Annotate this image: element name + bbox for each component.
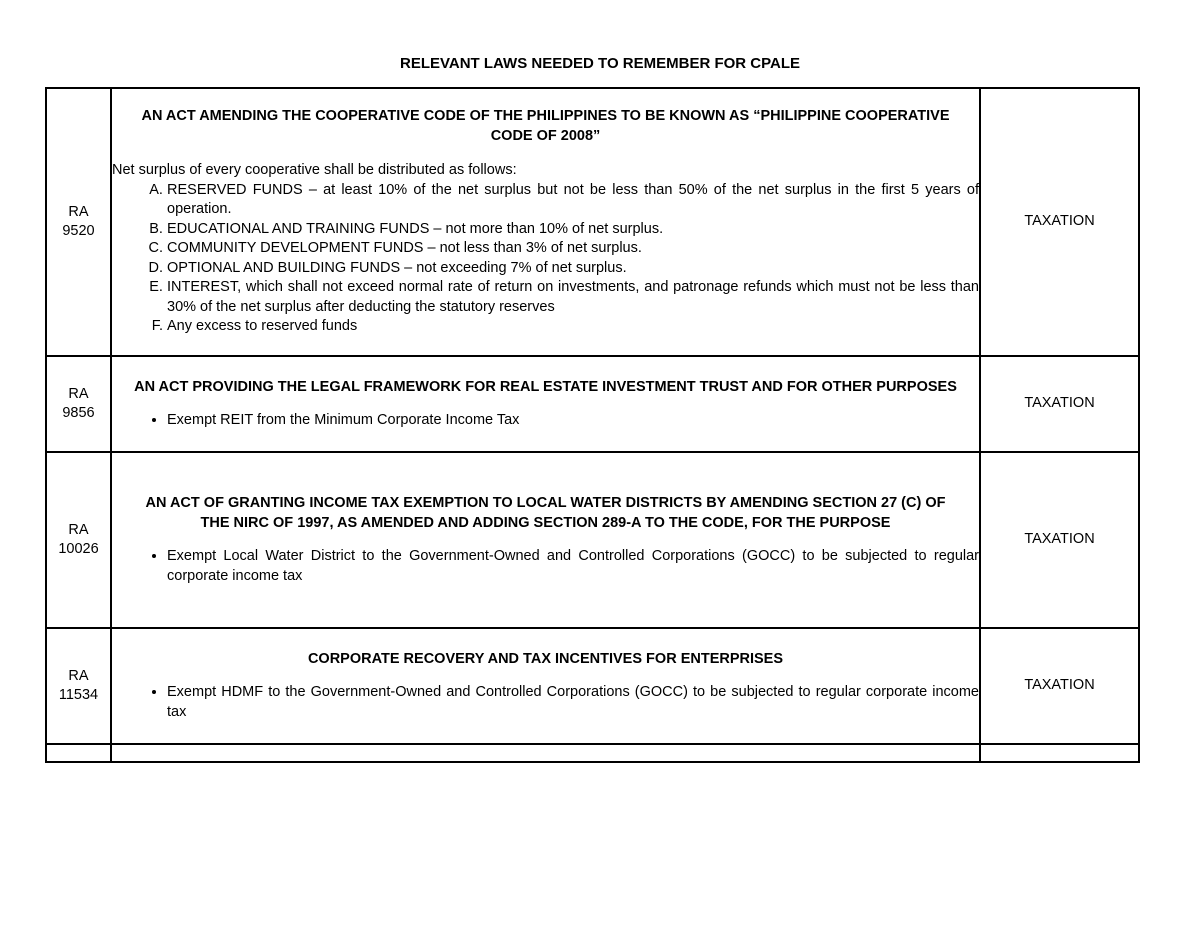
- act-title: AN ACT AMENDING THE COOPERATIVE CODE OF THE PHILIPPINES TO BE KNOWN AS “PHILIPPINE COOPERATIVE CODE OF 2008”: [141, 108, 950, 144]
- list-item: • Exempt REIT from the Minimum Corporate Income Tax: [167, 411, 979, 431]
- list-item: F. Any excess to reserved funds: [167, 317, 979, 337]
- list-item: A. RESERVED FUNDS – at least 10% of the net surplus but not be less than 50% of the net surplus in the first 5 years of operation.: [167, 181, 979, 220]
- list-item: E. INTEREST, which shall not exceed normal rate of return on investments, and patronage refunds which must not be less than 30% of the net surplus after deducting the statutory reserves: [167, 278, 979, 317]
- act-intro: Net surplus of every cooperative shall be distributed as follows:: [112, 162, 517, 179]
- act-title: AN ACT PROVIDING THE LEGAL FRAMEWORK FOR REAL ESTATE INVESTMENT TRUST AND FOR OTHER PURPOSES: [134, 378, 957, 395]
- ra-prefix: RA: [68, 521, 89, 538]
- table-row: [46, 452, 1139, 628]
- category-cell: TAXATION: [980, 452, 1139, 628]
- table-row: [46, 356, 1139, 452]
- bullet-list: [112, 683, 979, 722]
- laws-table: [45, 87, 1140, 763]
- table-row: [46, 628, 1139, 744]
- fund-list: [112, 181, 979, 337]
- ra-cell: [46, 88, 111, 356]
- bullet-list: [112, 411, 979, 431]
- document-title: RELEVANT LAWS NEEDED TO REMEMBER FOR CPALE: [399, 55, 801, 72]
- ra-cell: [46, 452, 111, 628]
- act-content-cell: [111, 88, 980, 356]
- ra-number: 9520: [62, 223, 95, 239]
- act-content-cell: [111, 356, 980, 452]
- ra-prefix: RA: [68, 203, 89, 220]
- ra-cell: [46, 356, 111, 452]
- ra-number: 11534: [58, 687, 99, 703]
- list-item: C. COMMUNITY DEVELOPMENT FUNDS – not less than 3% of net surplus.: [167, 239, 979, 259]
- table-row: [46, 88, 1139, 356]
- ra-cell: [46, 628, 111, 744]
- ra-number: 9856: [62, 405, 95, 421]
- ra-prefix: RA: [68, 667, 89, 684]
- ra-number: 10026: [58, 541, 99, 557]
- empty-table-row: [46, 744, 1139, 762]
- empty-cell: [980, 744, 1139, 762]
- list-item: B. EDUCATIONAL AND TRAINING FUNDS – not more than 10% of net surplus.: [167, 220, 979, 240]
- ra-prefix: RA: [68, 385, 89, 402]
- act-title: AN ACT OF GRANTING INCOME TAX EXEMPTION TO LOCAL WATER DISTRICTS BY AMENDING SECTION 27 (C) OF THE NIRC OF 1997, AS AMENDED AND ADDING SECTION 289-A TO THE CODE, FOR THE PURPOSE: [145, 495, 946, 531]
- act-content-cell: [111, 452, 980, 628]
- bullet-list: [112, 547, 979, 586]
- category-cell: TAXATION: [980, 628, 1139, 744]
- list-item: D. OPTIONAL AND BUILDING FUNDS – not exceeding 7% of net surplus.: [167, 259, 979, 279]
- category-cell: TAXATION: [980, 88, 1139, 356]
- act-title: CORPORATE RECOVERY AND TAX INCENTIVES FOR ENTERPRISES: [307, 650, 784, 667]
- empty-cell: [46, 744, 111, 762]
- list-item: • Exempt HDMF to the Government-Owned and Controlled Corporations (GOCC) to be subjected to regular corporate income tax: [167, 683, 979, 722]
- act-content-cell: [111, 628, 980, 744]
- category-cell: TAXATION: [980, 356, 1139, 452]
- empty-cell: [111, 744, 980, 762]
- list-item: • Exempt Local Water District to the Government-Owned and Controlled Corporations (GOCC) to be subjected to regular corporate income tax: [167, 547, 979, 586]
